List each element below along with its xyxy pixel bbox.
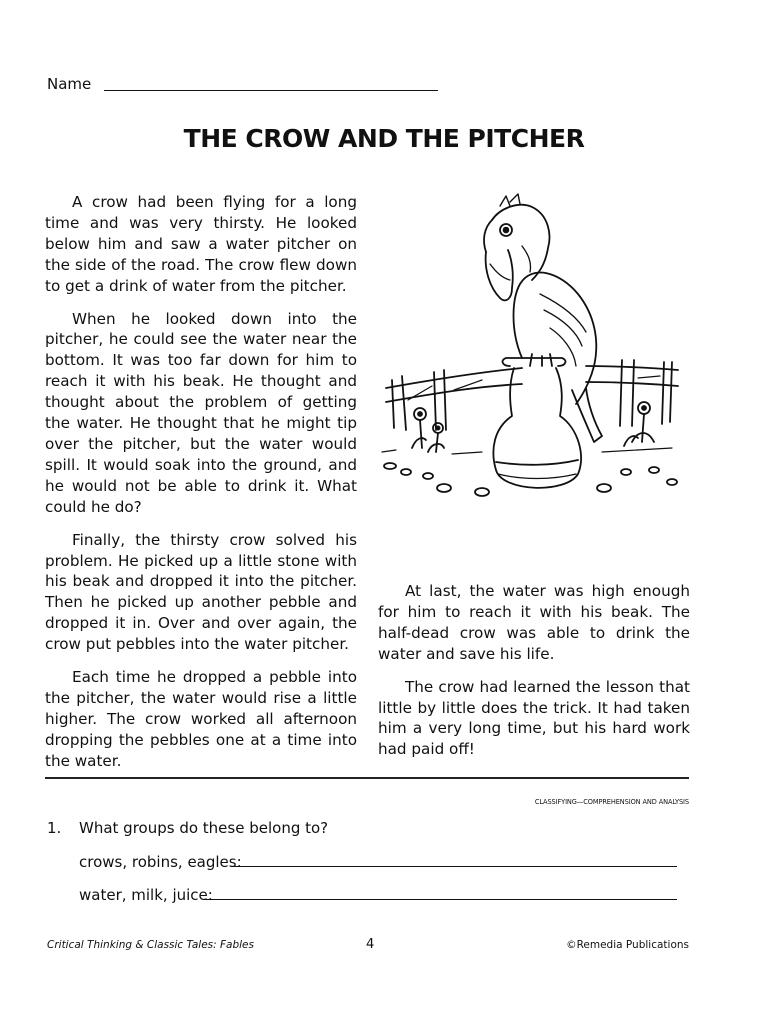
blank-label-birds: crows, robins, eagles: (79, 853, 242, 871)
answer-line-liquids[interactable] (204, 899, 677, 900)
story-paragraph: At last, the water was high enough for him to reach it with his beak. The half-dead crow was able to drink the water and save his life. (378, 582, 690, 663)
story-paragraph: Finally, the thirsty crow solved his problem. He picked up a little stone with his beak and dropped it into the pitcher. Then he picked up another pebble and dropped it in. Over and over again, the crow put pebbles into the water pitcher. (45, 530, 357, 654)
story-paragraph: A crow had been flying for a long time and was very thirsty. He looked below him and saw a water pitcher on the side of the road. The crow flew down to get a drink of water from the pitcher. (45, 193, 357, 295)
name-label: Name (47, 75, 92, 93)
name-input-line[interactable] (104, 90, 438, 91)
story-paragraph: Each time he dropped a pebble into the pitcher, the water would rise a little higher. The crow worked all afternoon dropping the pebbles one at a time into the water. (45, 668, 357, 770)
section-divider (45, 777, 689, 779)
page-title: THE CROW AND THE PITCHER (183, 124, 585, 153)
footer-publisher: ©Remedia Publications (566, 939, 689, 951)
crow-and-pitcher-illustration (372, 190, 692, 508)
question-number: 1. (47, 819, 62, 837)
section-label: CLASSIFYING—COMPREHENSION AND ANALYSIS (534, 798, 689, 806)
story-paragraph: The crow had learned the lesson that little by little does the trick. It had taken him a very long time, but his hard work had paid off! (378, 677, 690, 759)
blank-label-liquids: water, milk, juice: (79, 886, 213, 904)
story-paragraph: When he looked down into the pitcher, he could see the water near the bottom. It was too far down for him to reach it with his beak. He thought and thought about the problem of getting the water. He thought that he might tip over the pitcher, but the water would spill. It would soak into the ground, and he would not be able to drink it. What could he do? (45, 309, 357, 516)
question-text: What groups do these belong to? (79, 819, 329, 837)
story-right-column (378, 581, 690, 772)
footer-book-title: Critical Thinking & Classic Tales: Fables (47, 939, 254, 951)
story-left-column (45, 192, 357, 784)
page-number: 4 (366, 937, 375, 952)
answer-line-birds[interactable] (231, 866, 677, 867)
